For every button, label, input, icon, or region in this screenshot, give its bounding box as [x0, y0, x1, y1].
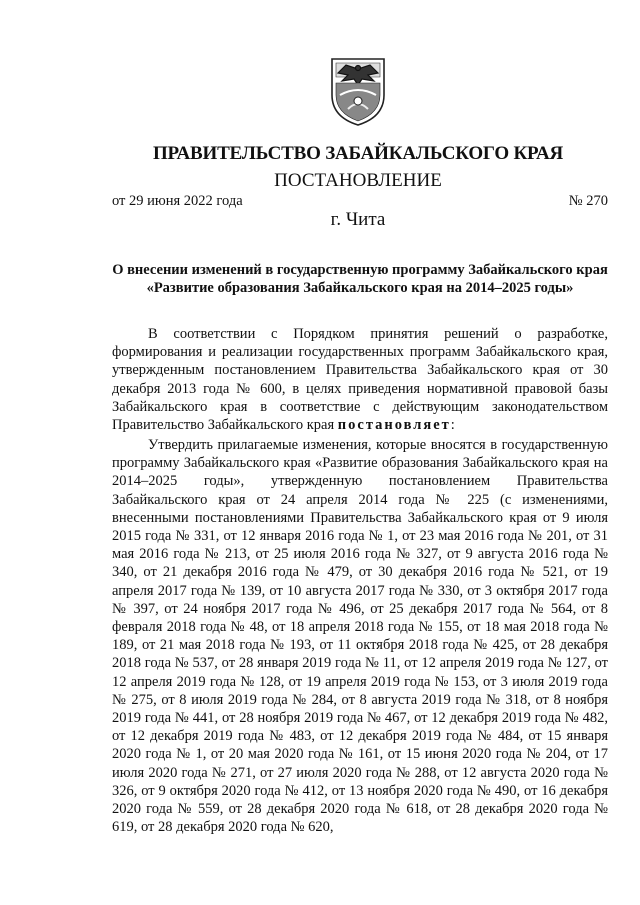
document-type-heading: ПОСТАНОВЛЕНИЕ [274, 170, 442, 191]
coat-of-arms-icon [328, 55, 388, 127]
preamble-paragraph [112, 325, 608, 434]
document-number: № 270 [568, 193, 608, 209]
document-title: О внесении изменений в государственную программу Забайкальского края «Развитие образования Забайкальского края на 2014–2025 годы» [112, 262, 608, 296]
resolves-keyword: постановляет [337, 417, 451, 434]
resolution-paragraph: Утвердить прилагаемые изменения, которые вносятся в государственную программу Забайкальского края «Развитие образования Забайкальского края на 2014–2025 годы», утвержденную постановлением Правительства Забайкальского края от 24 апреля 2014 года № 225 (с изменениями, внесенными постановлениями Правительства Забайкальского края от 9 июля 2015 года № 331, от 12 января 2016 года № 1, от 23 мая 2016 года № 201, от 31 мая 2016 года № 213, от 25 июля 2016 года № 327, от 9 августа 2016 года № 340, от 21 декабря 2016 года № 479, от 30 декабря 2016 года № 521, от 19 апреля 2017 года № 139, от 10 августа 2017 года № 330, от 3 октября 2017 года № 397, от 24 ноября 2017 года № 496, от 25 декабря 2017 года № 564, от 8 февраля 2018 года № 48, от 18 апреля 2018 года № 155, от 18 мая 2018 года № 189, от 21 мая 2018 года № 193, от 11 октября 2018 года № 425, от 28 декабря 2018 года № 537, от 28 января 2019 года № 11, от 12 апреля 2019 года № 127, от 12 апреля 2019 года № 128, от 19 апреля 2019 года № 153, от 3 июля 2019 года № 275, от 8 июля 2019 года № 284, от 8 августа 2019 года № 318, от 8 ноября 2019 года № 441, от 28 ноября 2019 года № 467, от 12 декабря 2019 года № 482, от 12 декабря 2019 года № 483, от 12 декабря 2019 года № 484, от 15 января 2020 года № 1, от 20 мая 2020 года № 161, от 15 июня 2020 года № 204, от 17 июля 2020 года № 271, от 27 июля 2020 года № 288, от 12 августа 2020 года № 326, от 9 октября 2020 года № 412, от 13 ноября 2020 года № 490, от 16 декабря 2020 года № 559, от 28 декабря 2020 года № 618, от 28 декабря 2020 года № 619, от 28 декабря 2020 года № 620, [112, 437, 608, 836]
preamble-text: В соответствии с Порядком принятия решений о разработке, формирования и реализации государственных программ Забайкальского края, утвержденным постановлением Правительства Забайкальского края от 30 декабря 2013 года № 600, в целях приведения нормативной правовой базы Забайкальского края в соответствие с действующим законодательством Правительство Забайкальского края [112, 326, 608, 434]
document-city: г. Чита [330, 209, 386, 230]
government-heading: ПРАВИТЕЛЬСТВО ЗАБАЙКАЛЬСКОГО КРАЯ [152, 143, 564, 164]
preamble-end: : [450, 417, 455, 434]
document-date: от 29 июня 2022 года [112, 193, 243, 209]
